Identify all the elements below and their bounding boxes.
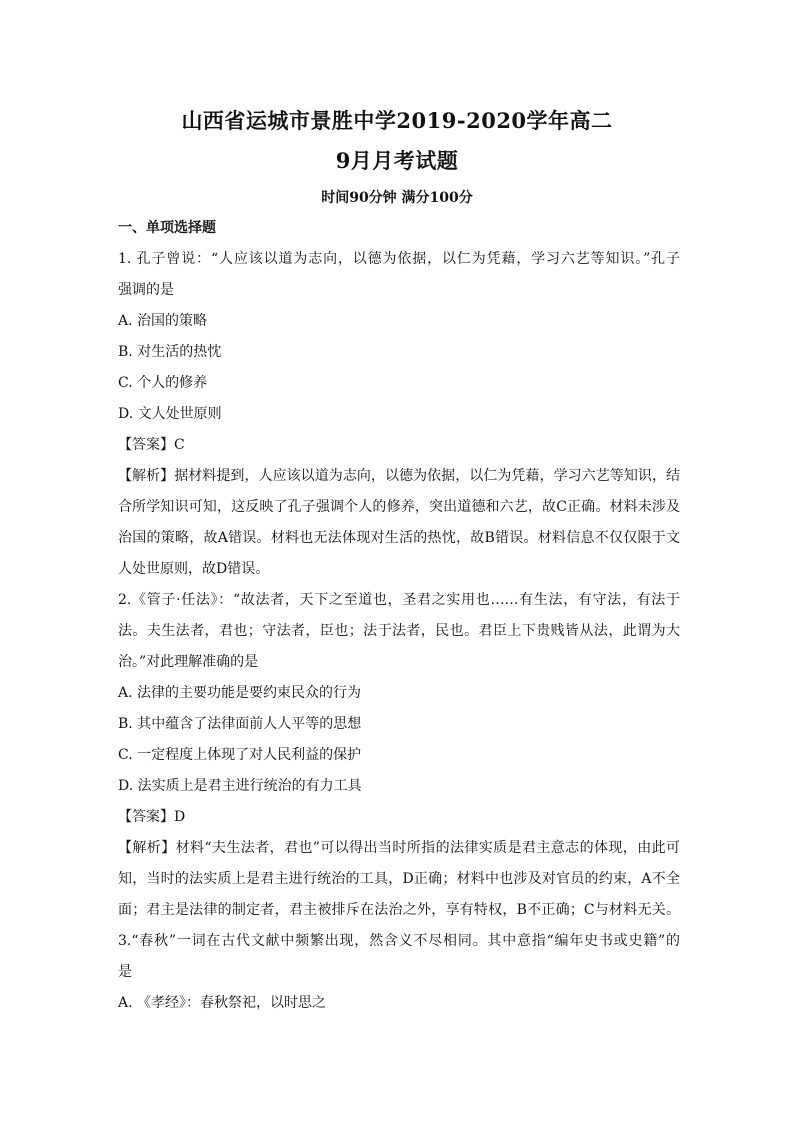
q1-option-c: C. 个人的修养 [118,375,208,391]
q2-option-b: B. 其中蕴含了法律面前人人平等的思想 [118,716,362,732]
q2-analysis-line3: 面；君主是法律的制定者，君主被排斥在法治之外，享有特权，B不正确；C与材料无关。 [118,902,680,918]
q1-analysis-line1: 【解析】据材料提到，人应该以道为志向，以德为依据，以仁为凭藉，学习六艺等知识，结 [118,468,680,484]
q3-stem-line1: 3.“春秋”一词在古代文献中频繁出现，然含义不尽相同。其中意指“编年史书或史籍”的 [118,933,680,949]
q2-stem-line3: 治。”对此理解准确的是 [118,654,259,670]
q1-analysis-line2: 合所学知识可知，这反映了孔子强调个人的修养，突出道德和六艺，故C正确。材料未涉及 [118,499,680,515]
q1-analysis-line3: 治国的策略，故A错误。材料也无法体现对生活的热忱，故B错误。材料信息不仅仅限于文 [118,530,680,546]
q1-stem-line2: 强调的是 [118,282,174,298]
q1-stem-line1: 1. 孔子曾说：“人应该以道为志向，以德为依据，以仁为凭藉，学习六艺等知识。”孔子 [118,251,680,267]
exam-duration-score: 时间90分钟 满分100分 [321,190,473,206]
q2-option-c: C. 一定程度上体现了对人民利益的保护 [118,747,362,763]
q2-analysis-line2: 知，当时的法实质上是君主进行统治的工具，D正确；材料中也涉及对官员的约束，A不全 [118,871,680,887]
q2-answer: 【答案】D [118,809,186,825]
q1-option-d: D. 文人处世原则 [118,406,222,422]
q3-stem-line2: 是 [118,964,132,980]
q2-option-a: A. 法律的主要功能是要约束民众的行为 [118,685,362,701]
q2-stem-line2: 法。夫生法者，君也；守法者，臣也；法于法者，民也。君臣上下贵贱皆从法，此谓为大 [118,623,680,639]
q1-analysis-line4: 人处世原则，故D错误。 [118,561,270,577]
q1-option-a: A. 治国的策略 [118,313,208,329]
q3-option-a: A. 《孝经》：春秋祭祀，以时思之 [118,995,327,1011]
document-title-line2: 9月月考试题 [335,148,459,173]
document-body [118,213,680,1019]
q2-analysis-line1: 【解析】材料“夫生法者，君也”可以得出当时所指的法律实质是君主意志的体现，由此可 [118,840,680,856]
q1-answer: 【答案】C [118,437,185,453]
section-heading: 一、单项选择题 [118,220,216,236]
q1-option-b: B. 对生活的热忱 [118,344,222,360]
q2-option-d: D. 法实质上是君主进行统治的有力工具 [118,778,362,794]
document-title-line1: 山西省运城市景胜中学2019-2020学年高二 [181,108,613,133]
q2-stem-line1: 2.《管子·任法》：“故法者，天下之至道也，圣君之实用也……有生法，有守法，有法于 [118,592,680,608]
